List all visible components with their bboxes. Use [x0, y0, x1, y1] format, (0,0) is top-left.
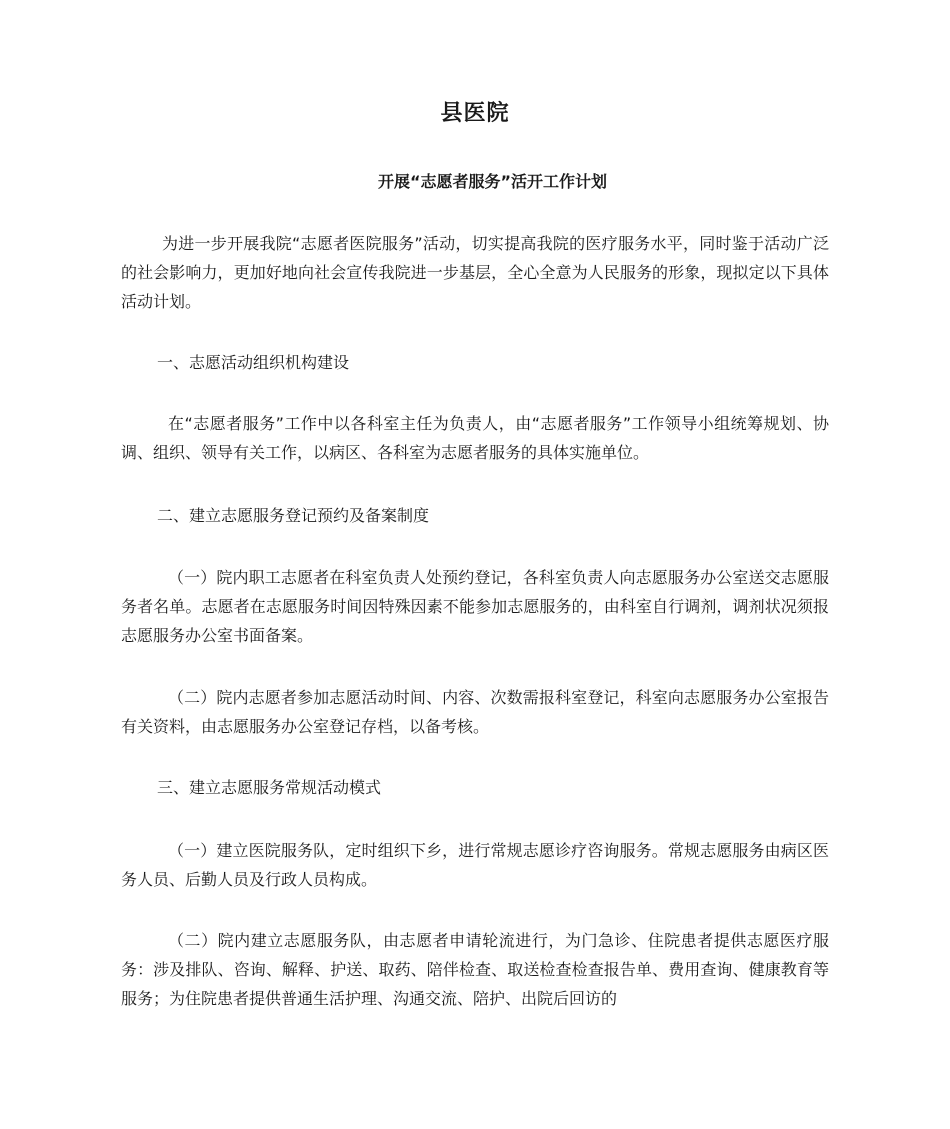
- section-3-item-2: （二）院内建立志愿服务队，由志愿者申请轮流进行，为门急诊、住院患者提供志愿医疗服务：涉及排队、咨询、解释、护送、取药、陪伴检查、取送检查检查报告单、费用查询、健康教育等服务；为住院患者提供普通生活护理、沟通交流、陪护、出院后回访的: [121, 931, 829, 1008]
- section-1-paragraph: 在“志愿者服务”工作中以各科室主任为负责人，由“志愿者服务”工作领导小组统筹规划、协调、组织、领导有关工作，以病区、各科室为志愿者服务的具体实施单位。: [121, 414, 829, 462]
- intro-paragraph: 为进一步开展我院“志愿者医院服务”活动，切实提高我院的医疗服务水平，同时鉴于活动广泛的社会影响力，更加好地向社会宣传我院进一步基层，全心全意为人民服务的形象，现拟定以下具体活动计划。: [121, 234, 829, 311]
- section-1-heading: 一、志愿活动组织机构建设: [157, 353, 350, 372]
- document-subtitle: 开展“志愿者服务”活开工作计划: [377, 172, 608, 191]
- section-3-heading: 三、建立志愿服务常规活动模式: [157, 778, 382, 797]
- section-2-item-2: （二）院内志愿者参加志愿活动时间、内容、次数需报科室登记，科室向志愿服务办公室报告有关资料，由志愿服务办公室登记存档，以备考核。: [121, 688, 829, 736]
- document-title: 县医院: [440, 101, 510, 126]
- section-2-item-1: （一）院内职工志愿者在科室负责人处预约登记，各科室负责人向志愿服务办公室送交志愿服务者名单。志愿者在志愿服务时间因特殊因素不能参加志愿服务的，由科室自行调剂，调剂状况须报志愿服务办公室书面备案。: [121, 568, 829, 645]
- section-3-item-1: （一）建立医院服务队，定时组织下乡，进行常规志愿诊疗咨询服务。常规志愿服务由病区医务人员、后勤人员及行政人员构成。: [121, 841, 829, 889]
- section-2-heading: 二、建立志愿服务登记预约及备案制度: [157, 506, 430, 525]
